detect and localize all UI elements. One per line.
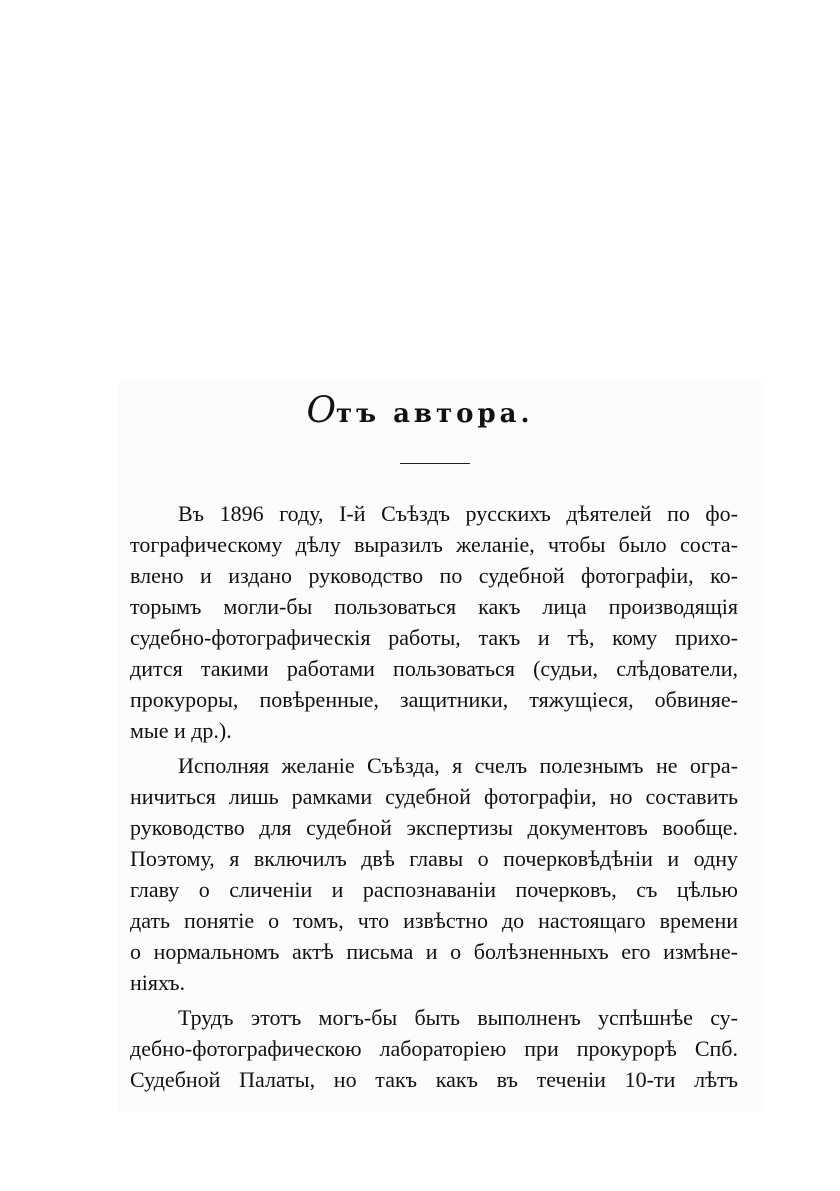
- text-line: дать понятіе о томъ, что извѣстно до настоящаго времени: [130, 908, 738, 933]
- text-line: Поэтому, я включилъ двѣ главы о почерковѣдѣніи и одну: [130, 846, 738, 871]
- text-line: дится такими работами пользоваться (судьи, слѣдователи,: [130, 656, 738, 681]
- paragraph-3: [130, 1002, 738, 1095]
- text-line: дебно-фотографическою лабораторіею при прокурорѣ Спб.: [130, 1036, 738, 1061]
- text-line: судебно-фотографическія работы, такъ и тѣ, кому прихо-: [130, 625, 738, 650]
- text-line: главу о сличеніи и распознаваніи почерковъ, съ цѣлью: [130, 877, 738, 902]
- text-line: прокуроры, повѣренные, защитники, тяжущіеся, обвиняе-: [130, 687, 738, 712]
- page-heading: [0, 390, 840, 431]
- text-line: ніяхъ.: [130, 970, 186, 995]
- text-line: ничиться лишь рамками судебной фотографіи, но составить: [130, 784, 738, 809]
- body-text: [130, 498, 738, 1099]
- text-line: тографическому дѣлу выразилъ желаніе, чтобы было соста-: [130, 532, 738, 557]
- text-line: Судебной Палаты, но такъ какъ въ теченіи 10-ти лѣтъ: [130, 1067, 738, 1092]
- text-line: влено и издано руководство по судебной фотографіи, ко-: [130, 563, 738, 588]
- text-line: о нормальномъ актѣ письма и о болѣзненныхъ его измѣне-: [130, 939, 738, 964]
- text-line: Исполняя желаніе Съѣзда, я счелъ полезнымъ не огра-: [178, 753, 738, 778]
- paragraph-1: [130, 498, 738, 746]
- text-line: Въ 1896 году, І-й Съѣздъ русскихъ дѣятелей по фо-: [178, 501, 738, 526]
- text-line: руководство для судебной экспертизы документовъ вообще.: [130, 815, 738, 840]
- text-line: мые и др.).: [130, 718, 232, 743]
- heading-text: тъ автора.: [335, 399, 534, 429]
- heading-initial: О: [306, 390, 336, 431]
- text-line: торымъ могли-бы пользоваться какъ лица производящія: [130, 594, 738, 619]
- paragraph-2: [130, 750, 738, 998]
- text-line: Трудъ этотъ могъ-бы быть выполненъ успѣшнѣе су-: [178, 1005, 738, 1030]
- heading-divider: [400, 463, 470, 464]
